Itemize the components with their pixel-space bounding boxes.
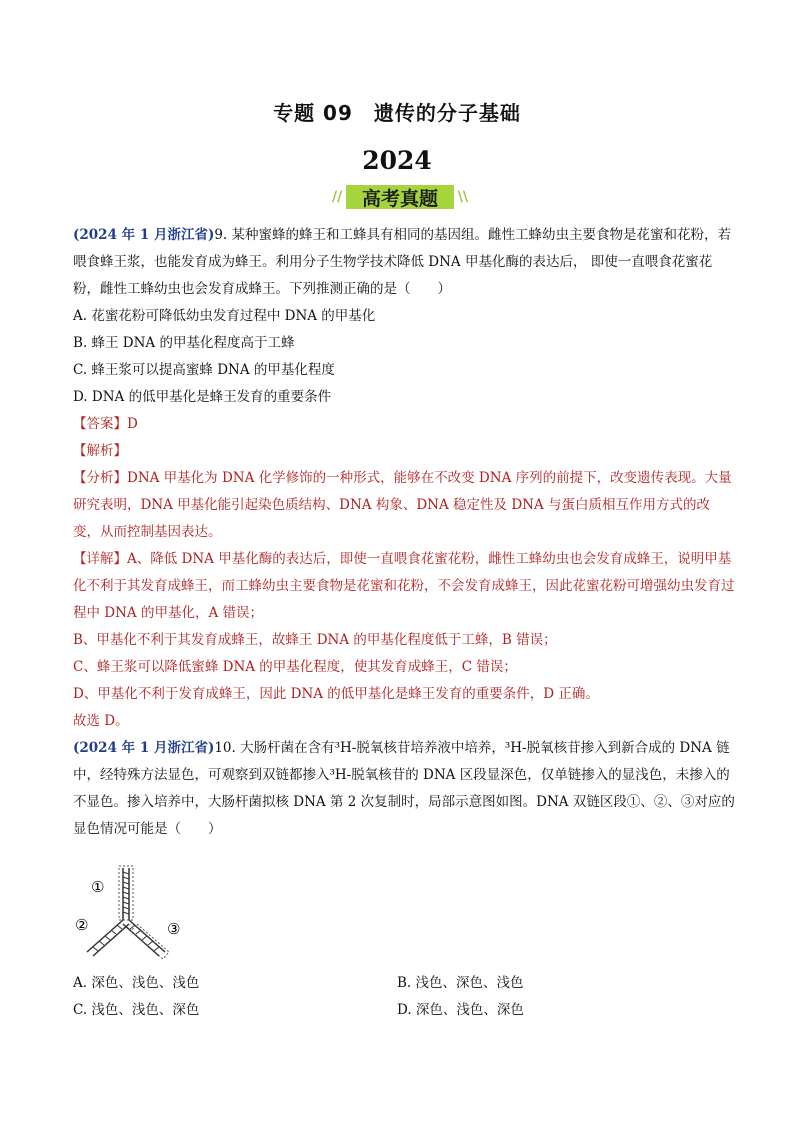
slash-decoration-left: // <box>332 189 343 205</box>
label-2: ② <box>75 916 89 934</box>
label-1: ① <box>91 878 105 896</box>
question-9 <box>73 222 735 303</box>
option-a: A. 深色、浅色、浅色 <box>73 975 200 991</box>
question-10 <box>73 735 735 843</box>
question-source: (2024 年 1 月浙江省) <box>73 227 215 243</box>
banner-label: 高考真题 <box>361 188 438 210</box>
option-d: D. 深色、浅色、深色 <box>397 1002 524 1018</box>
page-title: 专题 09 遗传的分子基础 <box>273 101 521 125</box>
question-stem: 9. 某种蜜蜂的蜂王和工蜂具有相同的基因组。雌性工蜂幼虫主要食物是花蜜和花粉，若喂食蜂王浆，也能发育成为蜂王。利用分子生物学技术降低 DNA 甲基化酶的表达后， 即使一直喂食花蜜花粉，雌性工蜂幼虫也会发育成蜂王。下列推测正确的是（ ） <box>73 227 732 297</box>
year-heading: 2024 <box>362 146 432 175</box>
option-d: D. DNA 的低甲基化是蜂王发育的重要条件 <box>73 389 332 405</box>
section-banner <box>330 181 470 213</box>
option-b: B. 蜂王 DNA 的甲基化程度高于工蜂 <box>73 335 295 351</box>
conclusion: 故选 D。 <box>73 713 129 729</box>
detail-a: 【详解】A、降低 DNA 甲基化酶的表达后，即使一直喂食花蜜花粉，雌性工蜂幼虫也会发育成蜂王，说明甲基化不利于其发育成蜂王，而工蜂幼虫主要食物是花蜜和花粉，不会发育成蜂王，因此花蜜花粉可增强幼虫发育过程中 DNA 的甲基化，A 错误； <box>73 551 735 621</box>
detail-b: B、甲基化不利于其发育成蜂王，故蜂王 DNA 的甲基化程度低于工蜂，B 错误； <box>73 632 557 648</box>
answer: 【答案】D <box>73 416 138 432</box>
detail-c: C、蜂王浆可以降低蜜蜂 DNA 的甲基化程度，使其发育成蜂王，C 错误； <box>73 659 517 675</box>
option-b: B. 浅色、深色、浅色 <box>397 975 524 991</box>
question-stem: 10. 大肠杆菌在含有³H-脱氧核苷培养液中培养，³H-脱氧核苷掺入到新合成的 DNA 链中，经特殊方法显色，可观察到双链都掺入³H-脱氧核苷的 DNA 区段显深色，仅单链掺入的显浅色，未掺入的不显色。掺入培养中，大肠杆菌拟核 DNA 第 2 次复制时，局部示意图如图。DNA 双链区段①、②、③对应的显色情况可能是（ ） <box>73 740 735 837</box>
dna-replication-diagram <box>73 862 193 962</box>
analysis-text: 【分析】DNA 甲基化为 DNA 化学修饰的一种形式，能够在不改变 DNA 序列的前提下，改变遗传表现。大量研究表明，DNA 甲基化能引起染色质结构、DNA 构象、DNA 稳定性及 DNA 与蛋白质相互作用方式的改变，从而控制基因表达。 <box>73 470 732 540</box>
option-a: A. 花蜜花粉可降低幼虫发育过程中 DNA 的甲基化 <box>73 308 376 324</box>
option-c: C. 浅色、浅色、深色 <box>73 1002 200 1018</box>
detail-d: D、甲基化不利于发育成蜂王，因此 DNA 的低甲基化是蜂王发育的重要条件，D 正确。 <box>73 686 599 702</box>
option-c: C. 蜂王浆可以提高蜜蜂 DNA 的甲基化程度 <box>73 362 335 378</box>
slash-decoration-right: \\ <box>457 189 468 205</box>
question-source: (2024 年 1 月浙江省) <box>73 740 215 756</box>
question-content <box>73 222 735 843</box>
label-3: ③ <box>167 920 181 938</box>
question-10-options <box>73 970 735 1024</box>
analysis-label: 【解析】 <box>73 443 127 459</box>
